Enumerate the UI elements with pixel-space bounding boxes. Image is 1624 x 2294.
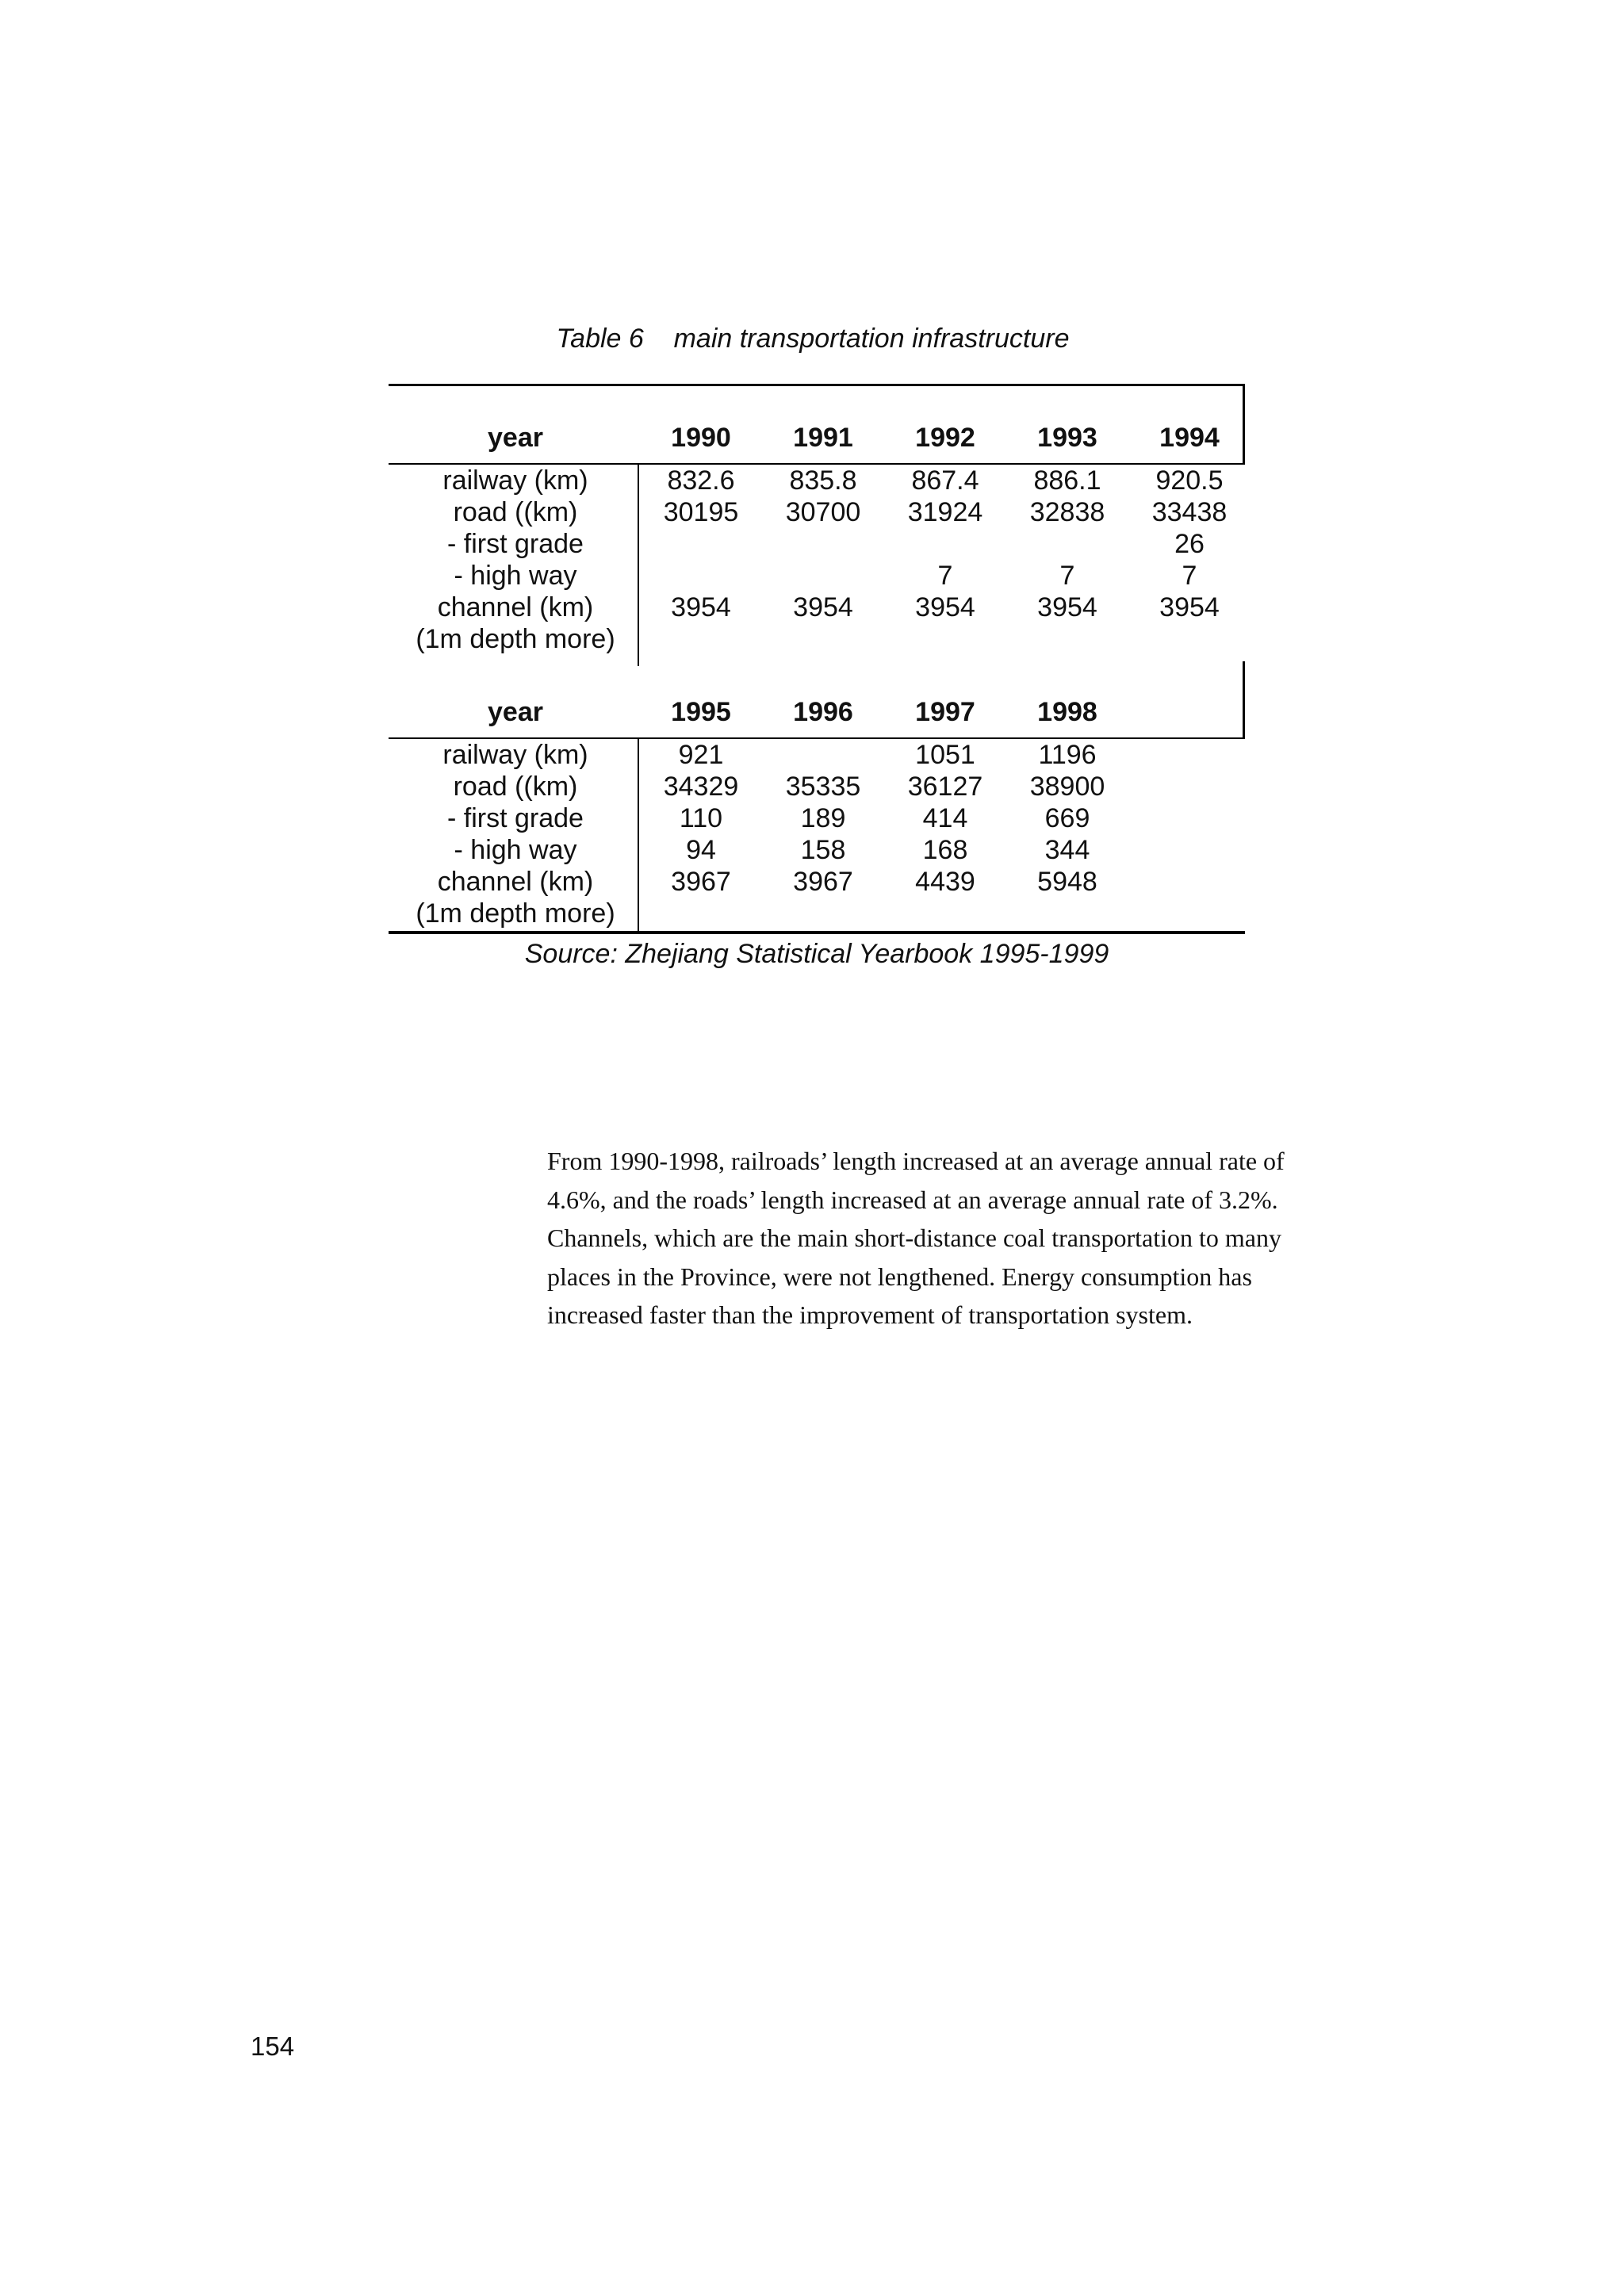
table-cell: 3954	[793, 592, 853, 622]
table-caption: Table 6 main transportation infrastructure	[556, 324, 1070, 354]
table-bottom-rule	[389, 931, 1245, 934]
table-cell	[764, 623, 883, 655]
table-cell: 1196	[1038, 740, 1097, 770]
table-cell	[642, 623, 760, 655]
table-cell	[1130, 623, 1249, 655]
row-label: - first grade	[447, 803, 584, 833]
table-cell: 832.6	[667, 465, 735, 496]
row-label: - high way	[454, 561, 577, 591]
table-cell: 3967	[671, 867, 731, 897]
table-cell	[764, 528, 883, 560]
table-cell: 4439	[915, 867, 975, 897]
table-cell: 31924	[907, 497, 983, 527]
year-header-cell: 1993	[1037, 423, 1097, 453]
year-header-cell: 1995	[671, 697, 731, 727]
table-cell: 3954	[915, 592, 975, 622]
table-cell	[886, 623, 1005, 655]
year-header-cell: 1990	[671, 423, 731, 453]
table-cell: 158	[800, 835, 846, 865]
row-label: (1m depth more)	[416, 624, 615, 654]
table-source: Source: Zhejiang Statistical Yearbook 1995-1999	[524, 939, 1109, 969]
table-cell: 344	[1044, 835, 1090, 865]
paragraph-line: places in the Province, were not lengthened. Energy consumption has	[547, 1262, 1252, 1291]
page-number: 154	[251, 2032, 295, 2061]
table-cell	[886, 898, 1005, 929]
row-label: - first grade	[447, 529, 584, 559]
paragraph-line: From 1990-1998, railroads’ length increased at an average annual rate of	[547, 1147, 1285, 1175]
table-cell: 38900	[1029, 772, 1105, 802]
table-cell	[1008, 528, 1127, 560]
table-cell: 30700	[785, 497, 861, 527]
table-cell	[764, 739, 883, 771]
paragraph-line: Channels, which are the main short-distance coal transportation to many	[547, 1224, 1281, 1252]
table-cell: 3967	[793, 867, 853, 897]
table-cell	[1008, 898, 1127, 929]
row-label: road ((km)	[453, 497, 578, 527]
row-label: railway (km)	[442, 740, 588, 770]
table-cell: 3954	[1037, 592, 1097, 622]
year-header-label: year	[488, 423, 543, 453]
table-cell	[886, 528, 1005, 560]
table-cell: 110	[679, 803, 723, 833]
row-label: channel (km)	[437, 592, 594, 622]
table-cell: 3954	[1159, 592, 1220, 622]
table-cell: 414	[922, 803, 968, 833]
table-cell: 1051	[915, 740, 975, 770]
table-cell: 7	[1059, 561, 1075, 591]
row-label: - high way	[454, 835, 577, 865]
table-cell: 920.5	[1155, 465, 1224, 496]
table-cell: 886.1	[1033, 465, 1101, 496]
table-cell: 669	[1044, 803, 1090, 833]
table-cell: 26	[1174, 529, 1205, 559]
table-cell	[642, 560, 760, 592]
year-header-cell: 1994	[1159, 423, 1220, 453]
row-label: (1m depth more)	[416, 898, 615, 929]
table-cell: 5948	[1037, 867, 1097, 897]
table-cell	[764, 898, 883, 929]
table-cell: 36127	[907, 772, 983, 802]
table-cell	[642, 898, 760, 929]
year-header-cell: 1997	[915, 697, 975, 727]
body-paragraph	[547, 1142, 1364, 1335]
table-cell: 35335	[785, 772, 861, 802]
table-cell: 189	[800, 803, 846, 833]
paragraph-line: 4.6%, and the roads’ length increased at an average annual rate of 3.2%.	[547, 1185, 1278, 1214]
table-right-rule-lower	[1243, 661, 1245, 739]
transport-infrastructure-table	[389, 384, 1245, 934]
row-label: road ((km)	[453, 772, 578, 802]
table-cell: 835.8	[789, 465, 857, 496]
year-header-cell: 1992	[915, 423, 975, 453]
table-cell: 30195	[663, 497, 739, 527]
row-label: railway (km)	[442, 465, 588, 496]
table-cell	[642, 528, 760, 560]
table-cell	[764, 560, 883, 592]
table-cell: 168	[922, 835, 968, 865]
table-cell: 34329	[663, 772, 739, 802]
table-cell: 33438	[1151, 497, 1228, 527]
year-header-cell: 1991	[793, 423, 853, 453]
table-top-rule	[389, 384, 1245, 386]
row-label: channel (km)	[437, 867, 594, 897]
table-cell: 867.4	[911, 465, 979, 496]
table-cell: 94	[686, 835, 716, 865]
table-cell: 32838	[1029, 497, 1105, 527]
table-cell: 921	[678, 740, 724, 770]
paragraph-line: increased faster than the improvement of transportation system.	[547, 1300, 1193, 1329]
table-cell: 7	[1182, 561, 1197, 591]
year-header-label: year	[488, 697, 543, 727]
table-cell: 7	[937, 561, 953, 591]
table-cell: 3954	[671, 592, 731, 622]
year-header-cell: 1996	[793, 697, 853, 727]
table-cell	[1008, 623, 1127, 655]
year-header-cell: 1998	[1037, 697, 1097, 727]
